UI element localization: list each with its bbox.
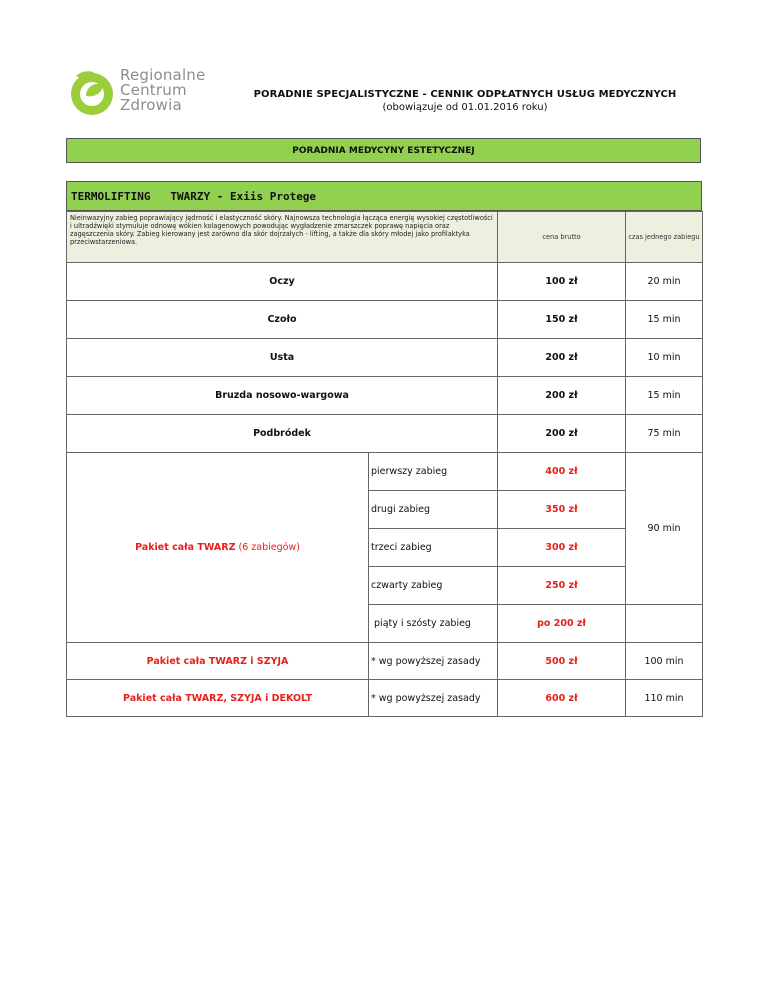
price-table (66, 181, 702, 717)
item-price: 200 zł (498, 339, 626, 377)
item-name: Bruzda nosowo-wargowa (67, 377, 498, 415)
table-row (67, 680, 703, 717)
column-header-price: cena brutto (498, 212, 626, 263)
package-time: 110 min (626, 680, 703, 717)
item-name: Usta (67, 339, 498, 377)
section-title: PORADNIA MEDYCYNY ESTETYCZNEJ (66, 138, 701, 163)
package-step-price: 350 zł (498, 491, 626, 529)
table-row (67, 415, 703, 453)
package-face-title: Pakiet cała TWARZ (135, 542, 236, 553)
item-time: 75 min (626, 415, 703, 453)
package-face-note: (6 zabiegów) (238, 542, 300, 553)
item-price: 200 zł (498, 377, 626, 415)
logo (68, 66, 218, 122)
price-grid (66, 211, 703, 717)
package-step-label: piąty i szósty zabieg (369, 605, 498, 643)
item-time: 15 min (626, 377, 703, 415)
table-row (67, 453, 703, 491)
table-row (67, 301, 703, 339)
item-time: 15 min (626, 301, 703, 339)
page-header (200, 89, 730, 113)
package-face-name (67, 453, 369, 643)
package-step-price: 250 zł (498, 567, 626, 605)
item-price: 200 zł (498, 415, 626, 453)
empty-cell (626, 605, 703, 643)
package-step-label: pierwszy zabieg (369, 453, 498, 491)
table-row (67, 339, 703, 377)
package-price: 600 zł (498, 680, 626, 717)
table-title-b: TWARZY - Exiis Protege (170, 189, 317, 203)
description-row (67, 212, 703, 263)
package-step-price: 300 zł (498, 529, 626, 567)
package-step-price: po 200 zł (498, 605, 626, 643)
table-title (66, 181, 702, 211)
table-row (67, 643, 703, 680)
treatment-description: Nieinwazyjny zabieg poprawiający jędrność i elastyczność skóry. Najnowsza technologia łącząca energię wysokiej częstotliwości i ultradźwięki stymuluje odnowę wókien kolagenowych powodując wygładzenie zmarszczek poprawę napięcia oraz zagęszczenia skóry. Zabieg kierowany jest zarówno dla skór dojrzałych - lifting, a także dla skóry młodej jako profilaktyka przeciwstarzeniowa. (67, 212, 498, 263)
table-row (67, 263, 703, 301)
package-price: 500 zł (498, 643, 626, 680)
item-name: Oczy (67, 263, 498, 301)
item-name: Czoło (67, 301, 498, 339)
package-rule: * wg powyższej zasady (369, 643, 498, 680)
column-header-time: czas jednego zabiegu (626, 212, 703, 263)
package-name: Pakiet cała TWARZ, SZYJA i DEKOLT (67, 680, 369, 717)
table-title-a: TERMOLIFTING (71, 189, 151, 203)
page-title: PORADNIE SPECJALISTYCZNE - CENNIK ODPŁATNYCH USŁUG MEDYCZNYCH (253, 89, 677, 100)
logo-line-2: Centrum (120, 81, 187, 99)
page-subtitle: (obowiązuje od 01.01.2016 roku) (382, 102, 548, 113)
package-rule: * wg powyższej zasady (369, 680, 498, 717)
logo-line-3: Zdrowia (120, 96, 182, 114)
item-time: 20 min (626, 263, 703, 301)
logo-line-1: Regionalne (120, 66, 206, 84)
item-price: 150 zł (498, 301, 626, 339)
package-step-label: trzeci zabieg (369, 529, 498, 567)
package-name: Pakiet cała TWARZ i SZYJA (67, 643, 369, 680)
package-face-time: 90 min (626, 453, 703, 605)
package-time: 100 min (626, 643, 703, 680)
table-row (67, 377, 703, 415)
item-price: 100 zł (498, 263, 626, 301)
package-step-price: 400 zł (498, 453, 626, 491)
package-step-label: drugi zabieg (369, 491, 498, 529)
item-time: 10 min (626, 339, 703, 377)
package-step-label: czwarty zabieg (369, 567, 498, 605)
item-name: Podbródek (67, 415, 498, 453)
leaf-logo-icon (68, 66, 118, 118)
logo-text (120, 68, 205, 113)
